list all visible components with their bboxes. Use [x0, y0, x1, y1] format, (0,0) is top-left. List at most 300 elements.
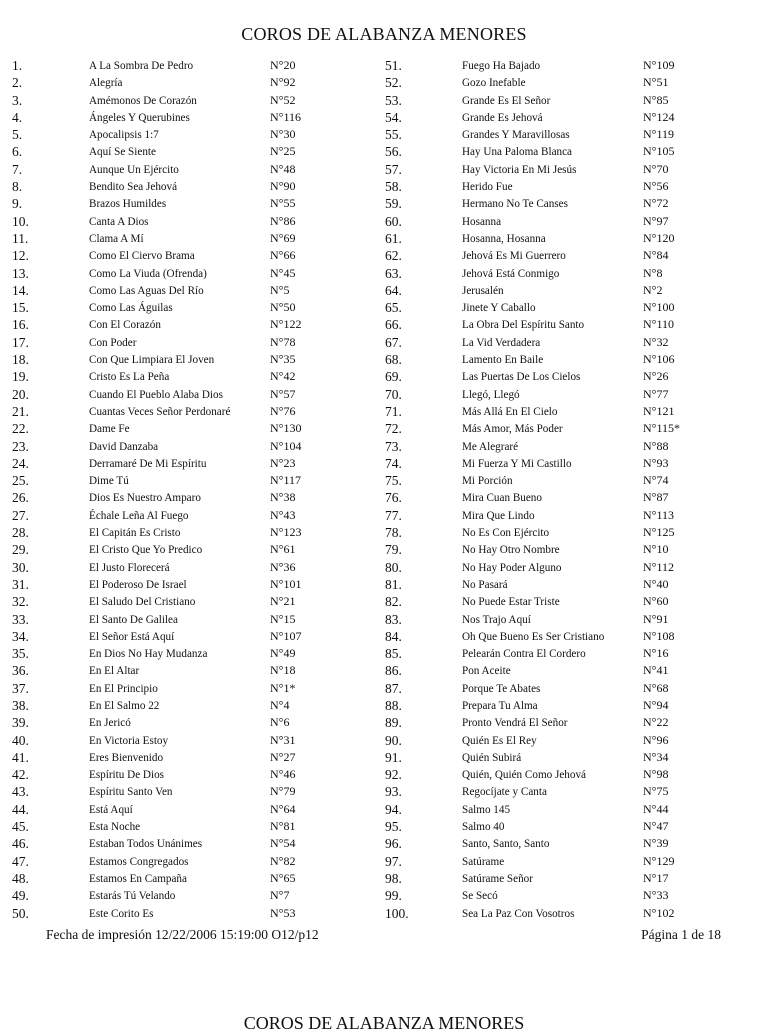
song-code: N°74	[643, 473, 669, 488]
song-code: N°15	[270, 611, 296, 626]
song-title: Más Amor, Más Poder	[462, 421, 563, 436]
song-title: Estarás Tú Velando	[89, 888, 176, 903]
song-code: N°32	[643, 334, 669, 349]
song-code: N°23	[270, 455, 296, 470]
song-code: N°75	[643, 784, 669, 799]
item-number: 72.	[385, 421, 402, 437]
song-title: En Jericó	[89, 715, 131, 730]
song-title: Está Aquí	[89, 801, 133, 816]
song-title: Ángeles Y Querubines	[89, 109, 190, 124]
item-number: 87.	[385, 680, 402, 696]
item-number: 3.	[12, 92, 23, 108]
item-number: 20.	[12, 386, 29, 402]
item-number: 5.	[12, 127, 23, 143]
item-number: 37.	[12, 680, 29, 696]
item-number: 44.	[12, 801, 29, 817]
song-title: David Danzaba	[89, 438, 159, 453]
song-code: N°93	[643, 455, 669, 470]
item-number: 38.	[12, 697, 29, 713]
item-number: 21.	[12, 403, 29, 419]
song-title: No Es Con Ejército	[462, 525, 550, 540]
song-title: No Hay Poder Alguno	[462, 559, 562, 574]
song-code: N°101	[270, 576, 302, 591]
song-code: N°54	[270, 836, 296, 851]
song-title: Derramaré De Mi Espíritu	[89, 455, 207, 470]
song-title: A La Sombra De Pedro	[89, 58, 194, 72]
page-title: COROS DE ALABANZA MENORES	[241, 24, 527, 44]
item-number: 98.	[385, 870, 402, 886]
song-title: Me Alegraré	[462, 438, 519, 453]
item-number: 59.	[385, 196, 402, 212]
item-number: 86.	[385, 663, 402, 679]
song-code: N°44	[643, 801, 669, 816]
item-number: 34.	[12, 628, 29, 644]
song-title: Cuando El Pueblo Alaba Dios	[89, 386, 223, 401]
page-number: Página 1 de 18	[641, 927, 721, 942]
song-title: Quién Es El Rey	[462, 732, 537, 747]
song-code: N°8	[643, 265, 663, 280]
song-code: N°78	[270, 334, 296, 349]
item-number: 24.	[12, 455, 29, 471]
song-code: N°4	[270, 697, 290, 712]
song-code: N°123	[270, 525, 302, 540]
song-title: Este Corito Es	[89, 905, 154, 920]
song-code: N°31	[270, 732, 296, 747]
song-code: N°90	[270, 179, 296, 194]
item-number: 90.	[385, 732, 402, 748]
song-title: En El Salmo 22	[89, 697, 160, 712]
song-code: N°109	[643, 58, 675, 72]
song-code: N°5	[270, 282, 290, 297]
song-code: N°112	[643, 559, 675, 574]
song-title: Como Las Aguas Del Río	[89, 282, 204, 297]
item-number: 99.	[385, 888, 402, 904]
song-title: Pelearán Contra El Cordero	[462, 646, 586, 661]
song-title: Hosanna, Hosanna	[462, 230, 546, 245]
item-number: 36.	[12, 663, 29, 679]
song-title: Aunque Un Ejército	[89, 161, 179, 176]
item-number: 54.	[385, 109, 402, 125]
item-number: 55.	[385, 127, 402, 143]
song-code: N°124	[643, 109, 675, 124]
song-title: En El Altar	[89, 663, 140, 678]
item-number: 41.	[12, 749, 29, 765]
item-number: 8.	[12, 179, 23, 195]
item-number: 53.	[385, 92, 402, 108]
song-code: N°117	[270, 473, 302, 488]
song-code: N°100	[643, 300, 675, 315]
item-number: 68.	[385, 352, 402, 368]
song-title: Gozo Inefable	[462, 75, 526, 90]
item-number: 79.	[385, 542, 402, 558]
item-number: 65.	[385, 300, 402, 316]
song-code: N°88	[643, 438, 669, 453]
item-number: 81.	[385, 576, 402, 592]
song-code: N°50	[270, 300, 296, 315]
song-title: Sea La Paz Con Vosotros	[462, 905, 575, 920]
song-title: Jehová Está Conmigo	[462, 265, 560, 280]
song-code: N°98	[643, 767, 669, 782]
item-number: 83.	[385, 611, 402, 627]
item-number: 60.	[385, 213, 402, 229]
item-number: 32.	[12, 594, 29, 610]
item-number: 66.	[385, 317, 402, 333]
item-number: 43.	[12, 784, 29, 800]
song-title: Mira Cuan Bueno	[462, 490, 542, 505]
song-code: N°30	[270, 127, 296, 142]
item-number: 57.	[385, 161, 402, 177]
song-title: Cristo Es La Peña	[89, 369, 170, 384]
song-title: Espíritu De Dios	[89, 767, 165, 782]
item-number: 13.	[12, 265, 29, 281]
song-code: N°72	[643, 196, 669, 211]
song-title: La Obra Del Espíritu Santo	[462, 317, 585, 332]
item-number: 78.	[385, 525, 402, 541]
song-code: N°91	[643, 611, 669, 626]
song-title: Regocíjate y Canta	[462, 784, 547, 799]
item-number: 91.	[385, 749, 402, 765]
song-code: N°42	[270, 369, 296, 384]
song-title: No Puede Estar Triste	[462, 594, 560, 609]
song-title: Satúrame Señor	[462, 870, 533, 885]
song-code: N°57	[270, 386, 296, 401]
item-number: 35.	[12, 646, 29, 662]
item-number: 15.	[12, 300, 29, 316]
song-code: N°115*	[643, 421, 681, 436]
song-title: Fuego Ha Bajado	[462, 58, 541, 72]
song-code: N°16	[643, 646, 669, 661]
song-code: N°49	[270, 646, 296, 661]
song-code: N°130	[270, 421, 302, 436]
item-number: 84.	[385, 628, 402, 644]
item-number: 77.	[385, 507, 402, 523]
song-title: Hay Una Paloma Blanca	[462, 144, 573, 159]
song-code: N°56	[643, 179, 669, 194]
song-title: Lamento En Baile	[462, 352, 544, 367]
item-number: 26.	[12, 490, 29, 506]
item-number: 75.	[385, 473, 402, 489]
song-code: N°46	[270, 767, 296, 782]
song-title: Estamos Congregados	[89, 853, 189, 868]
item-number: 95.	[385, 819, 402, 835]
song-code: N°86	[270, 213, 296, 228]
song-code: N°22	[643, 715, 669, 730]
song-code: N°121	[643, 403, 675, 418]
song-code: N°76	[270, 403, 296, 418]
song-title: Amémonos De Corazón	[89, 92, 197, 107]
song-code: N°116	[270, 109, 302, 124]
item-number: 58.	[385, 179, 402, 195]
song-code: N°43	[270, 507, 296, 522]
item-number: 12.	[12, 248, 29, 264]
song-title: El Capitán Es Cristo	[89, 525, 181, 540]
item-number: 85.	[385, 646, 402, 662]
item-number: 45.	[12, 819, 29, 835]
song-title: Jehová Es Mi Guerrero	[462, 248, 566, 263]
song-code: N°26	[643, 369, 669, 384]
song-code: N°48	[270, 161, 296, 176]
song-code: N°7	[270, 888, 290, 903]
song-title: Más Allá En El Cielo	[462, 403, 558, 418]
song-title: Con El Corazón	[89, 317, 161, 332]
song-title: Mi Porción	[462, 473, 513, 488]
item-number: 67.	[385, 334, 402, 350]
item-number: 1.	[12, 58, 23, 73]
item-number: 74.	[385, 455, 402, 471]
song-title: Mi Fuerza Y Mi Castillo	[462, 455, 572, 470]
item-number: 19.	[12, 369, 29, 385]
song-code: N°79	[270, 784, 296, 799]
item-number: 14.	[12, 282, 29, 298]
song-title: Con Poder	[89, 334, 137, 349]
song-title: Hosanna	[462, 213, 502, 228]
song-code: N°17	[643, 870, 669, 885]
song-title: Apocalipsis 1:7	[89, 127, 159, 142]
item-number: 4.	[12, 109, 23, 125]
song-title: En Dios No Hay Mudanza	[89, 646, 208, 661]
song-code: N°70	[643, 161, 669, 176]
item-number: 51.	[385, 58, 402, 73]
song-code: N°18	[270, 663, 296, 678]
song-title: Mira Que Lindo	[462, 507, 535, 522]
song-code: N°105	[643, 144, 675, 159]
song-title: Dios Es Nuestro Amparo	[89, 490, 201, 505]
song-code: N°92	[270, 75, 296, 90]
song-code: N°85	[643, 92, 669, 107]
item-number: 88.	[385, 697, 402, 713]
song-title: Salmo 145	[462, 801, 511, 816]
item-number: 17.	[12, 334, 29, 350]
song-title: Jinete Y Caballo	[462, 300, 536, 315]
song-code: N°38	[270, 490, 296, 505]
song-title: Grande Es Jehová	[462, 109, 543, 124]
song-code: N°113	[643, 507, 675, 522]
song-code: N°1*	[270, 680, 296, 695]
song-title: La Vid Verdadera	[462, 334, 541, 349]
song-title: Porque Te Abates	[462, 680, 541, 695]
song-title: Santo, Santo, Santo	[462, 836, 550, 851]
item-number: 69.	[385, 369, 402, 385]
song-code: N°107	[270, 628, 302, 643]
item-number: 11.	[12, 230, 29, 246]
song-title: Canta A Dios	[89, 213, 149, 228]
song-code: N°55	[270, 196, 296, 211]
next-page-title: COROS DE ALABANZA MENORES	[243, 1013, 525, 1033]
song-code: N°2	[643, 282, 663, 297]
item-number: 27.	[12, 507, 29, 523]
item-number: 80.	[385, 559, 402, 575]
item-number: 23.	[12, 438, 29, 454]
item-number: 97.	[385, 853, 402, 869]
song-code: N°60	[643, 594, 669, 609]
song-code: N°39	[643, 836, 669, 851]
song-title: Salmo 40	[462, 819, 505, 834]
song-code: N°21	[270, 594, 296, 609]
song-title: El Cristo Que Yo Predico	[89, 542, 203, 557]
item-number: 16.	[12, 317, 29, 333]
song-code: N°61	[270, 542, 296, 557]
song-code: N°81	[270, 819, 296, 834]
song-title: Eres Bienvenido	[89, 749, 164, 764]
item-number: 48.	[12, 870, 29, 886]
item-number: 94.	[385, 801, 402, 817]
song-title: Pronto Vendrá El Señor	[462, 715, 568, 730]
song-title: Se Secó	[462, 888, 498, 903]
song-title: El Santo De Galilea	[89, 611, 178, 626]
item-number: 89.	[385, 715, 402, 731]
item-number: 62.	[385, 248, 402, 264]
song-title: El Poderoso De Israel	[89, 576, 187, 591]
song-code: N°68	[643, 680, 669, 695]
item-number: 56.	[385, 144, 402, 160]
song-title: Hermano No Te Canses	[462, 196, 568, 211]
song-title: Las Puertas De Los Cielos	[462, 369, 581, 384]
song-title: El Justo Florecerá	[89, 559, 170, 574]
song-code: N°84	[643, 248, 669, 263]
song-title: Alegría	[89, 75, 123, 90]
song-title: Estaban Todos Unánimes	[89, 836, 203, 851]
item-number: 31.	[12, 576, 29, 592]
song-code: N°122	[270, 317, 302, 332]
song-code: N°77	[643, 386, 669, 401]
song-code: N°6	[270, 715, 290, 730]
song-title: Quién, Quién Como Jehová	[462, 767, 586, 782]
song-title: Quién Subirá	[462, 749, 522, 764]
item-number: 28.	[12, 525, 29, 541]
song-title: Espíritu Santo Ven	[89, 784, 173, 799]
song-title: Cuantas Veces Señor Perdonaré	[89, 403, 231, 418]
song-code: N°110	[643, 317, 675, 332]
song-title: En Victoria Estoy	[89, 732, 169, 747]
song-code: N°52	[270, 92, 296, 107]
song-code: N°120	[643, 230, 675, 245]
item-number: 22.	[12, 421, 29, 437]
item-number: 64.	[385, 282, 402, 298]
song-code: N°45	[270, 265, 296, 280]
song-code: N°66	[270, 248, 296, 263]
song-title: Hay Victoria En Mi Jesús	[462, 161, 577, 176]
song-code: N°94	[643, 697, 669, 712]
item-number: 18.	[12, 352, 29, 368]
item-number: 93.	[385, 784, 402, 800]
song-title: Como La Viuda (Ofrenda)	[89, 265, 207, 280]
item-number: 6.	[12, 144, 23, 160]
item-number: 39.	[12, 715, 29, 731]
item-number: 82.	[385, 594, 402, 610]
song-title: Grande Es El Señor	[462, 92, 551, 107]
song-code: N°104	[270, 438, 302, 453]
item-number: 29.	[12, 542, 29, 558]
song-title: Dime Tú	[89, 473, 129, 488]
song-title: Jerusalén	[462, 282, 504, 297]
song-code: N°20	[270, 58, 296, 72]
song-code: N°97	[643, 213, 669, 228]
song-title: Bendito Sea Jehová	[89, 179, 178, 194]
item-number: 9.	[12, 196, 23, 212]
song-code: N°106	[643, 352, 675, 367]
song-code: N°69	[270, 230, 296, 245]
song-title: Como Las Águilas	[89, 300, 173, 315]
song-code: N°129	[643, 853, 675, 868]
item-number: 7.	[12, 161, 23, 177]
item-number: 33.	[12, 611, 29, 627]
song-code: N°35	[270, 352, 296, 367]
song-title: Nos Trajo Aquí	[462, 611, 531, 626]
song-code: N°25	[270, 144, 296, 159]
item-number: 49.	[12, 888, 29, 904]
item-number: 70.	[385, 386, 402, 402]
item-number: 96.	[385, 836, 402, 852]
song-title: El Señor Está Aquí	[89, 628, 175, 643]
song-code: N°108	[643, 628, 675, 643]
song-code: N°53	[270, 905, 296, 920]
song-title: Brazos Humildes	[89, 196, 167, 211]
song-code: N°47	[643, 819, 669, 834]
song-title: Como El Ciervo Brama	[89, 248, 195, 263]
song-code: N°36	[270, 559, 296, 574]
song-title: Grandes Y Maravillosas	[462, 127, 570, 142]
song-title: No Hay Otro Nombre	[462, 542, 560, 557]
item-number: 42.	[12, 767, 29, 783]
item-number: 40.	[12, 732, 29, 748]
song-title: Satúrame	[462, 853, 505, 868]
item-number: 71.	[385, 403, 402, 419]
print-date: Fecha de impresión 12/22/2006 15:19:00 O12/p12	[46, 927, 319, 942]
song-code: N°27	[270, 749, 296, 764]
item-number: 2.	[12, 75, 23, 91]
song-title: En El Principio	[89, 680, 158, 695]
song-code: N°96	[643, 732, 669, 747]
song-code: N°125	[643, 525, 675, 540]
item-number: 50.	[12, 905, 29, 921]
song-title: Prepara Tu Alma	[462, 697, 538, 712]
song-title: Con Que Limpiara El Joven	[89, 352, 215, 367]
song-code: N°33	[643, 888, 669, 903]
item-number: 61.	[385, 230, 402, 246]
song-title: Échale Leña Al Fuego	[89, 507, 189, 522]
song-code: N°41	[643, 663, 669, 678]
song-code: N°65	[270, 870, 296, 885]
item-number: 10.	[12, 213, 29, 229]
item-number: 25.	[12, 473, 29, 489]
song-code: N°87	[643, 490, 669, 505]
song-code: N°102	[643, 905, 675, 920]
song-code: N°119	[643, 127, 675, 142]
song-title: Pon Aceite	[462, 663, 511, 678]
song-code: N°10	[643, 542, 669, 557]
song-title: Estamos En Campaña	[89, 870, 187, 885]
item-number: 100.	[385, 905, 409, 921]
song-title: Llegó, Llegó	[462, 386, 520, 401]
song-code: N°82	[270, 853, 296, 868]
song-title: No Pasará	[462, 576, 508, 591]
song-title: Oh Que Bueno Es Ser Cristiano	[462, 628, 605, 643]
item-number: 46.	[12, 836, 29, 852]
song-title: Dame Fe	[89, 421, 130, 436]
song-code: N°34	[643, 749, 669, 764]
song-title: El Saludo Del Cristiano	[89, 594, 196, 609]
song-title: Herido Fue	[462, 179, 513, 194]
item-number: 76.	[385, 490, 402, 506]
song-title: Aquí Se Siente	[89, 144, 156, 159]
song-title: Esta Noche	[89, 819, 141, 834]
item-number: 47.	[12, 853, 29, 869]
item-number: 30.	[12, 559, 29, 575]
item-number: 73.	[385, 438, 402, 454]
item-number: 52.	[385, 75, 402, 91]
song-code: N°64	[270, 801, 296, 816]
song-code: N°51	[643, 75, 669, 90]
